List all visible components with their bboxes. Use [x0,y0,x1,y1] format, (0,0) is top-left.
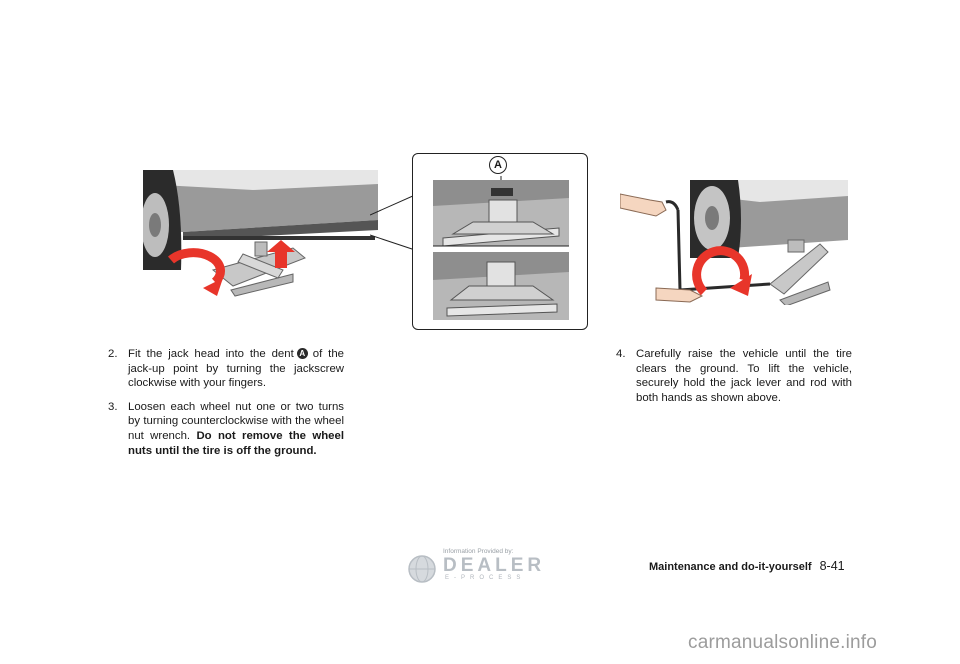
site-watermark: carmanualsonline.info [688,632,878,653]
watermark-globe-icon [407,554,437,584]
dealer-watermark [405,548,545,588]
step-4-text: Carefully raise the vehicle until the tire clears the ground. To lift the vehicle, securely hold the jack lever and rod with both hands as shown above. [636,348,852,404]
watermark-line3: E-PROCESS [445,575,526,581]
watermark-line2: DEALER [443,555,546,576]
watermark-line1: Information Provided by: [443,548,514,555]
step-3-text: Loosen each wheel nut one or two turns by turning counterclockwise with the wheel nut wrench. [128,400,344,442]
step-2-number: 2. [108,348,118,360]
instructions-left [108,347,344,458]
jack-head-detail-illustration [433,176,569,322]
detail-box [412,153,588,330]
page-footer [649,559,859,575]
step-2-text-after: of the jack-up point by turning the jackscrew clockwise with your fingers. [128,348,345,390]
page-number: 8-41 [819,559,845,573]
jack-placement-illustration [143,170,378,300]
detail-callout-a [489,156,507,174]
raise-vehicle-illustration [620,180,848,305]
step-3 [108,400,344,458]
footer-section: Maintenance and do-it-yourself [649,561,812,573]
step-3-warning: Do not remove the wheel nuts until the tire is off the ground. [128,429,344,457]
step-4 [616,347,852,405]
callout-a-icon: A [297,348,308,359]
step-2 [108,347,344,391]
detail-callout-label: A [494,159,502,171]
step-4-number: 4. [616,348,626,360]
instructions-right [616,347,852,405]
step-2-text-before: Fit the jack head into the dent [128,348,294,360]
step-3-number: 3. [108,400,118,413]
